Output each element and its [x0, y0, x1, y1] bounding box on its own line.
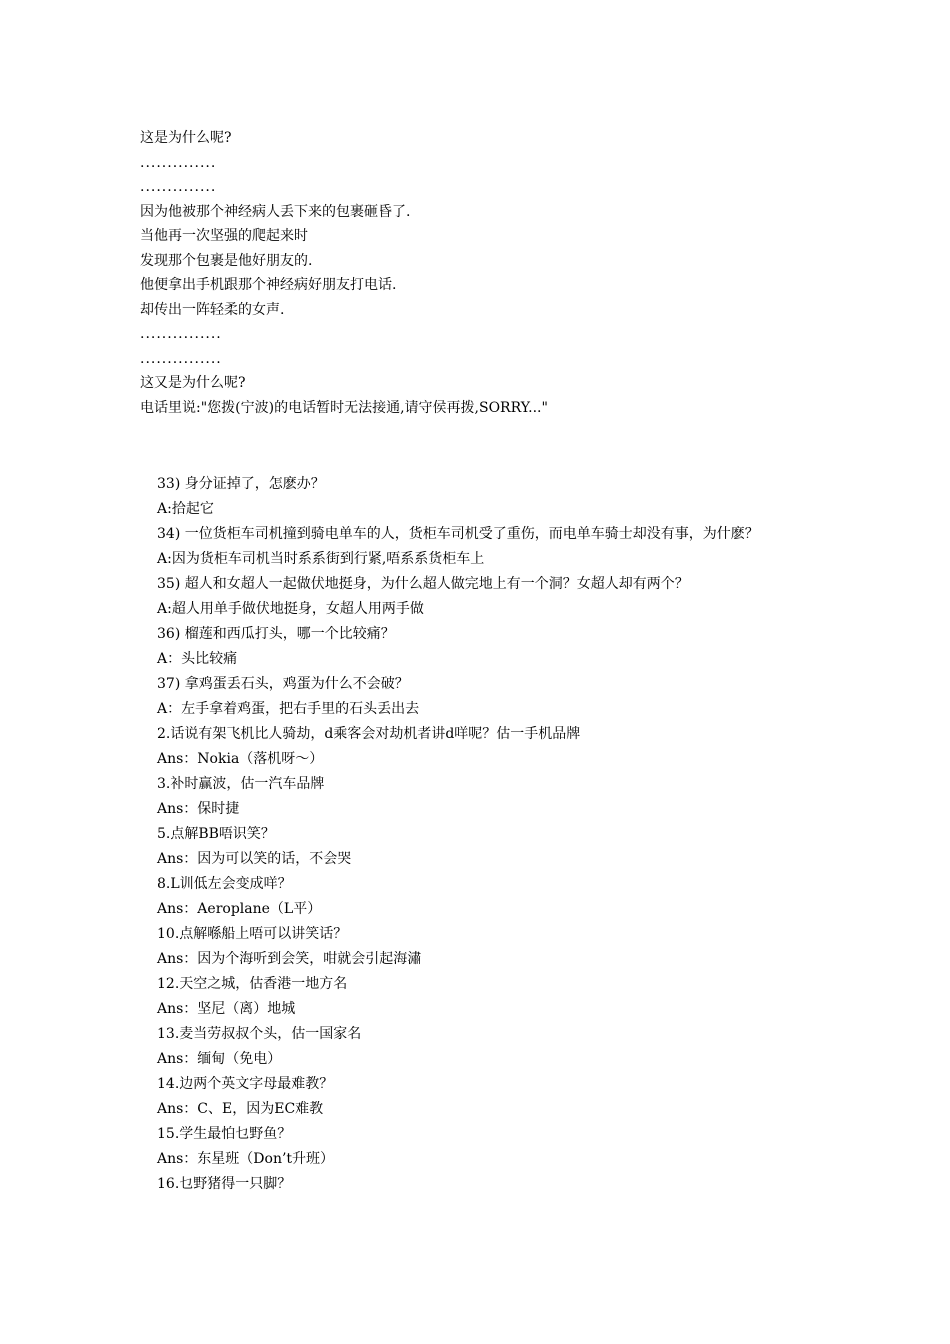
- story-line: 当他再一次坚强的爬起来时: [140, 228, 308, 244]
- riddle-question: 16.乜野猪得一只脚？: [157, 1176, 292, 1192]
- riddle-question: 34) 一位货柜车司机撞到骑电单车的人，货柜车司机受了重伤，而电单车骑士却没有事，为什麽？: [157, 526, 759, 542]
- story-line: 发现那个包裹是他好朋友的.: [140, 252, 313, 269]
- riddle-answer: Ans：东星班（Don’t升班）: [157, 1151, 335, 1167]
- riddle-question: 10.点解喺船上唔可以讲笑话？: [157, 926, 348, 942]
- riddle-answer: Ans：坚尼（离）地城: [157, 1001, 296, 1017]
- riddle-question: 37) 拿鸡蛋丢石头，鸡蛋为什么不会破？: [157, 676, 409, 692]
- story-punchline: 电话里说:"您拨(宁波)的电话暂时无法接通,请守侯再拨,SORRY...": [140, 399, 548, 416]
- riddle-question: 36) 榴莲和西瓜打头，哪一个比较痛？: [157, 626, 395, 642]
- story-line: 这又是为什么呢?: [140, 375, 246, 391]
- riddle-answer: Ans：缅甸（免电）: [157, 1051, 282, 1067]
- story-ellipsis: ..............: [140, 154, 217, 171]
- riddle-list: [140, 472, 830, 1197]
- riddle-question: 2.话说有架飞机比人骑劫，d乘客会对劫机者讲d咩呢？估一手机品牌: [157, 726, 581, 742]
- riddle-answer: Ans：Nokia（落机呀～）: [157, 751, 324, 767]
- riddle-answer: Ans：因为可以笑的话，不会哭: [157, 851, 352, 867]
- riddle-answer: A：左手拿着鸡蛋，把右手里的石头丢出去: [157, 701, 420, 717]
- riddle-question: 12.天空之城，估香港一地方名: [157, 976, 348, 992]
- story-line: 这是为什么呢?: [140, 130, 232, 146]
- story-ellipsis: ...............: [140, 326, 222, 342]
- story-ellipsis: ...............: [140, 350, 222, 367]
- riddle-answer: A:拾起它: [157, 501, 214, 517]
- story-ellipsis: ..............: [140, 179, 217, 195]
- riddle-question: 13.麦当劳叔叔个头，估一国家名: [157, 1026, 362, 1042]
- riddle-answer: A：头比较痛: [157, 651, 238, 667]
- riddle-answer: Ans：Aeroplane（L平）: [157, 901, 322, 917]
- riddle-question: 14.边两个英文字母最难教？: [157, 1076, 334, 1092]
- riddle-question: 3.补时赢波，估一汽车品牌: [157, 776, 325, 792]
- riddle-answer: A:因为货柜车司机当时系系街到行紧,唔系系货柜车上: [157, 551, 485, 567]
- riddle-answer: A:超人用单手做伏地挺身，女超人用两手做: [157, 601, 424, 617]
- story-line: 他便拿出手机跟那个神经病好朋友打电话.: [140, 277, 397, 293]
- riddle-question: 5.点解BB唔识笑？: [157, 826, 275, 842]
- story-section: [140, 126, 840, 420]
- riddle-answer: Ans：保时捷: [157, 801, 240, 817]
- story-line: 因为他被那个神经病人丢下来的包裹砸昏了.: [140, 203, 411, 220]
- riddle-question: 8.L训低左会变成咩？: [157, 876, 292, 892]
- riddle-answer: Ans：因为个海听到会笑，咁就会引起海潚: [157, 951, 422, 967]
- riddle-question: 15.学生最怕乜野鱼？: [157, 1126, 292, 1142]
- riddle-question: 33) 身分证掉了，怎麽办？: [157, 476, 325, 492]
- riddle-question: 35) 超人和女超人一起做伏地挺身，为什么超人做完地上有一个洞？女超人却有两个？: [157, 576, 689, 592]
- story-line: 却传出一阵轻柔的女声.: [140, 301, 285, 318]
- riddle-answer: Ans：C、E，因为EC难教: [157, 1101, 324, 1117]
